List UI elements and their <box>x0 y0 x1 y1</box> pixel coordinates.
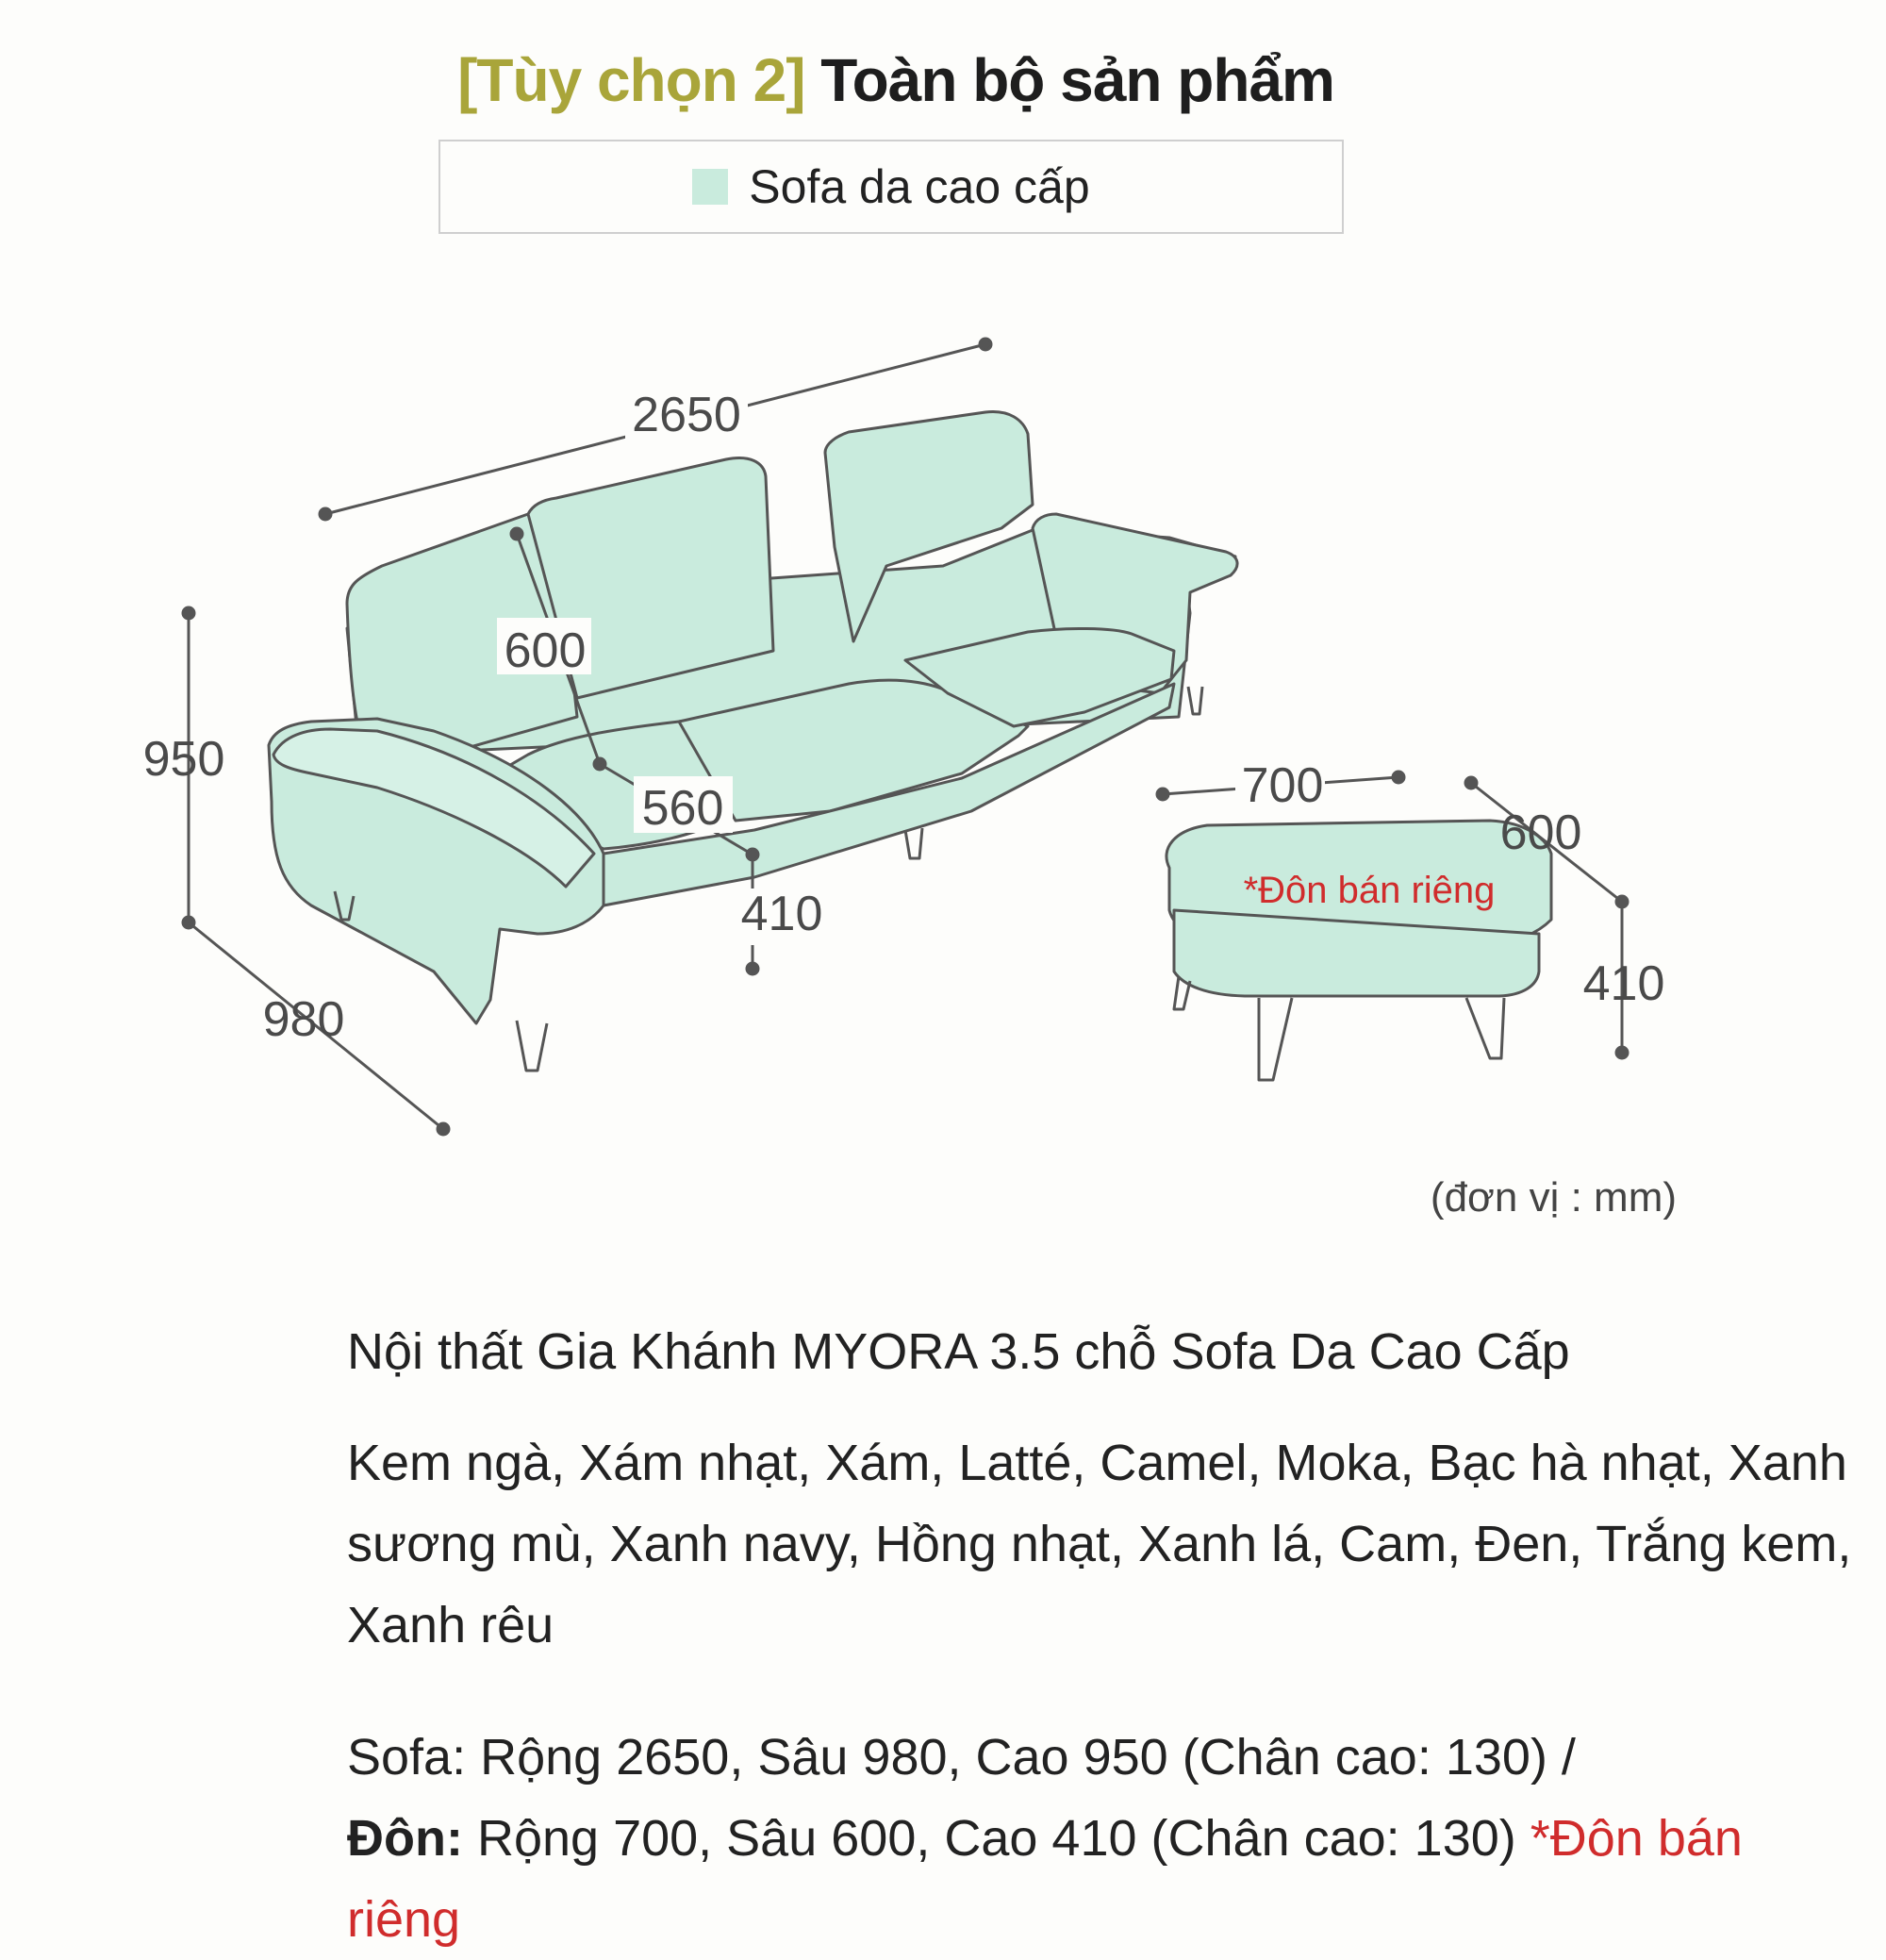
sofa-spec-label: Sofa: <box>347 1729 467 1786</box>
legend-label: Sofa da cao cấp <box>749 160 1090 213</box>
dim-seat-height: 410 <box>740 887 823 941</box>
product-name: Nội thất Gia Khánh MYORA 3.5 chỗ Sofa Da Cao Cấp <box>347 1323 1570 1380</box>
dim-sofa-width: 2650 <box>632 388 741 442</box>
ottoman-note: *Đôn bán riêng <box>1243 870 1496 911</box>
dim-seat-depth: 560 <box>641 781 724 836</box>
dim-total-height: 950 <box>142 732 225 787</box>
dim-total-depth: 980 <box>262 992 345 1047</box>
sofa-spec-text: Rộng 2650, Sâu 980, Cao 950 (Chân cao: 130) / <box>480 1729 1576 1786</box>
dim-ottoman-height: 410 <box>1582 956 1665 1011</box>
option-label: [Tùy chọn 2] <box>457 46 805 114</box>
ottoman-spec-text: Rộng 700, Sâu 600, Cao 410 (Chân cao: 130) <box>476 1810 1516 1867</box>
sofa-leg <box>905 828 922 858</box>
ottoman-leg <box>1466 998 1504 1058</box>
sofa-spec-line <box>347 1717 1856 1798</box>
ottoman-sold-separately: *Đôn bán riêng <box>347 1810 1743 1948</box>
dim-ottoman-width: 700 <box>1241 758 1324 813</box>
sofa-leg <box>517 1021 547 1071</box>
dim-ottoman-depth: 600 <box>1499 806 1582 860</box>
color-list: Kem ngà, Xám nhạt, Xám, Latté, Camel, Moka, Bạc hà nhạt, Xanh sương mù, Xanh navy, Hồng nhạt, Xanh lá, Cam, Đen, Trắng kem, Xanh rêu <box>347 1435 1852 1653</box>
ottoman-spec-label: Đôn: <box>347 1810 463 1867</box>
sofa-leg <box>1188 687 1202 714</box>
title-text: Toàn bộ sản phẩm <box>820 46 1334 114</box>
dim-back-height: 600 <box>504 623 587 678</box>
spec-block <box>347 1717 1856 1960</box>
ottoman-leg <box>1259 998 1292 1080</box>
unit-label: (đơn vị : mm) <box>1430 1174 1677 1221</box>
ottoman-spec-line <box>347 1798 1856 1960</box>
